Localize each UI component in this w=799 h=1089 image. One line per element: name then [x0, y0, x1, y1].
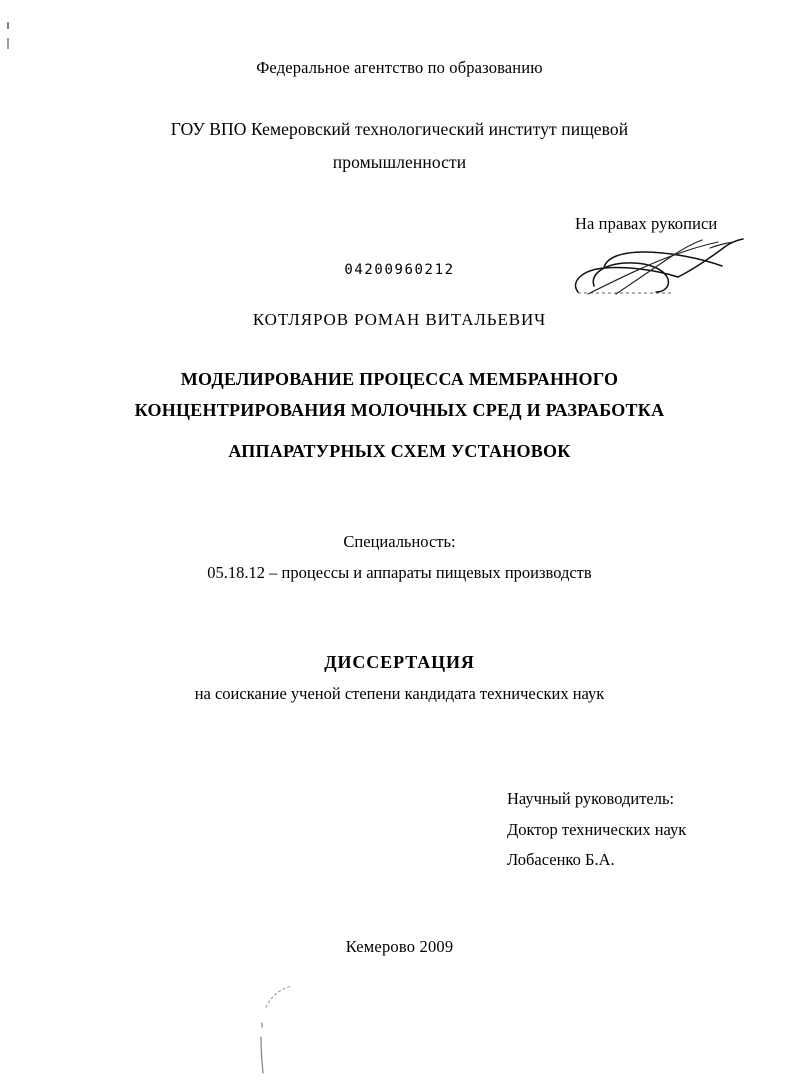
work-kind-heading: ДИССЕРТАЦИЯ	[324, 652, 475, 672]
supervisor-label: Научный руководитель:	[507, 789, 675, 808]
dissertation-title-line-3: АППАРАТУРНЫХ СХЕМ УСТАНОВОК	[228, 441, 571, 461]
city-and-year: Кемерово 2009	[345, 937, 454, 956]
supervisor-block	[507, 784, 686, 876]
manuscript-rights-note: На правах рукописи	[575, 214, 718, 233]
institute-name-line-1: ГОУ ВПО Кемеровский технологический институт пищевой	[170, 119, 629, 139]
scan-artifact-mark-top-left-b	[7, 38, 9, 49]
degree-statement: на соискание ученой степени кандидата технических наук	[194, 684, 605, 703]
scan-artifact-mark-bottom	[240, 975, 340, 1085]
supervisor-name: Лобасенко Б.А.	[507, 850, 615, 869]
dissertation-title-line-2: КОНЦЕНТРИРОВАНИЯ МОЛОЧНЫХ СРЕД И РАЗРАБОТКА	[134, 400, 665, 420]
supervisor-degree: Доктор технических наук	[507, 819, 687, 839]
specialty-label: Специальность:	[343, 532, 456, 551]
scan-artifact-mark-top-left-a	[7, 22, 9, 29]
institute-name-line-2: промышленности	[332, 152, 467, 172]
specialty-code-and-name: 05.18.12 – процессы и аппараты пищевых производств	[207, 563, 592, 582]
catalog-number: 04200960212	[344, 262, 455, 278]
issuing-agency: Федеральное агентство по образованию	[256, 58, 543, 77]
author-name: КОТЛЯРОВ РОМАН ВИТАЛЬЕВИЧ	[252, 310, 547, 329]
dissertation-title-line-1: МОДЕЛИРОВАНИЕ ПРОЦЕССА МЕМБРАННОГО	[180, 369, 619, 389]
